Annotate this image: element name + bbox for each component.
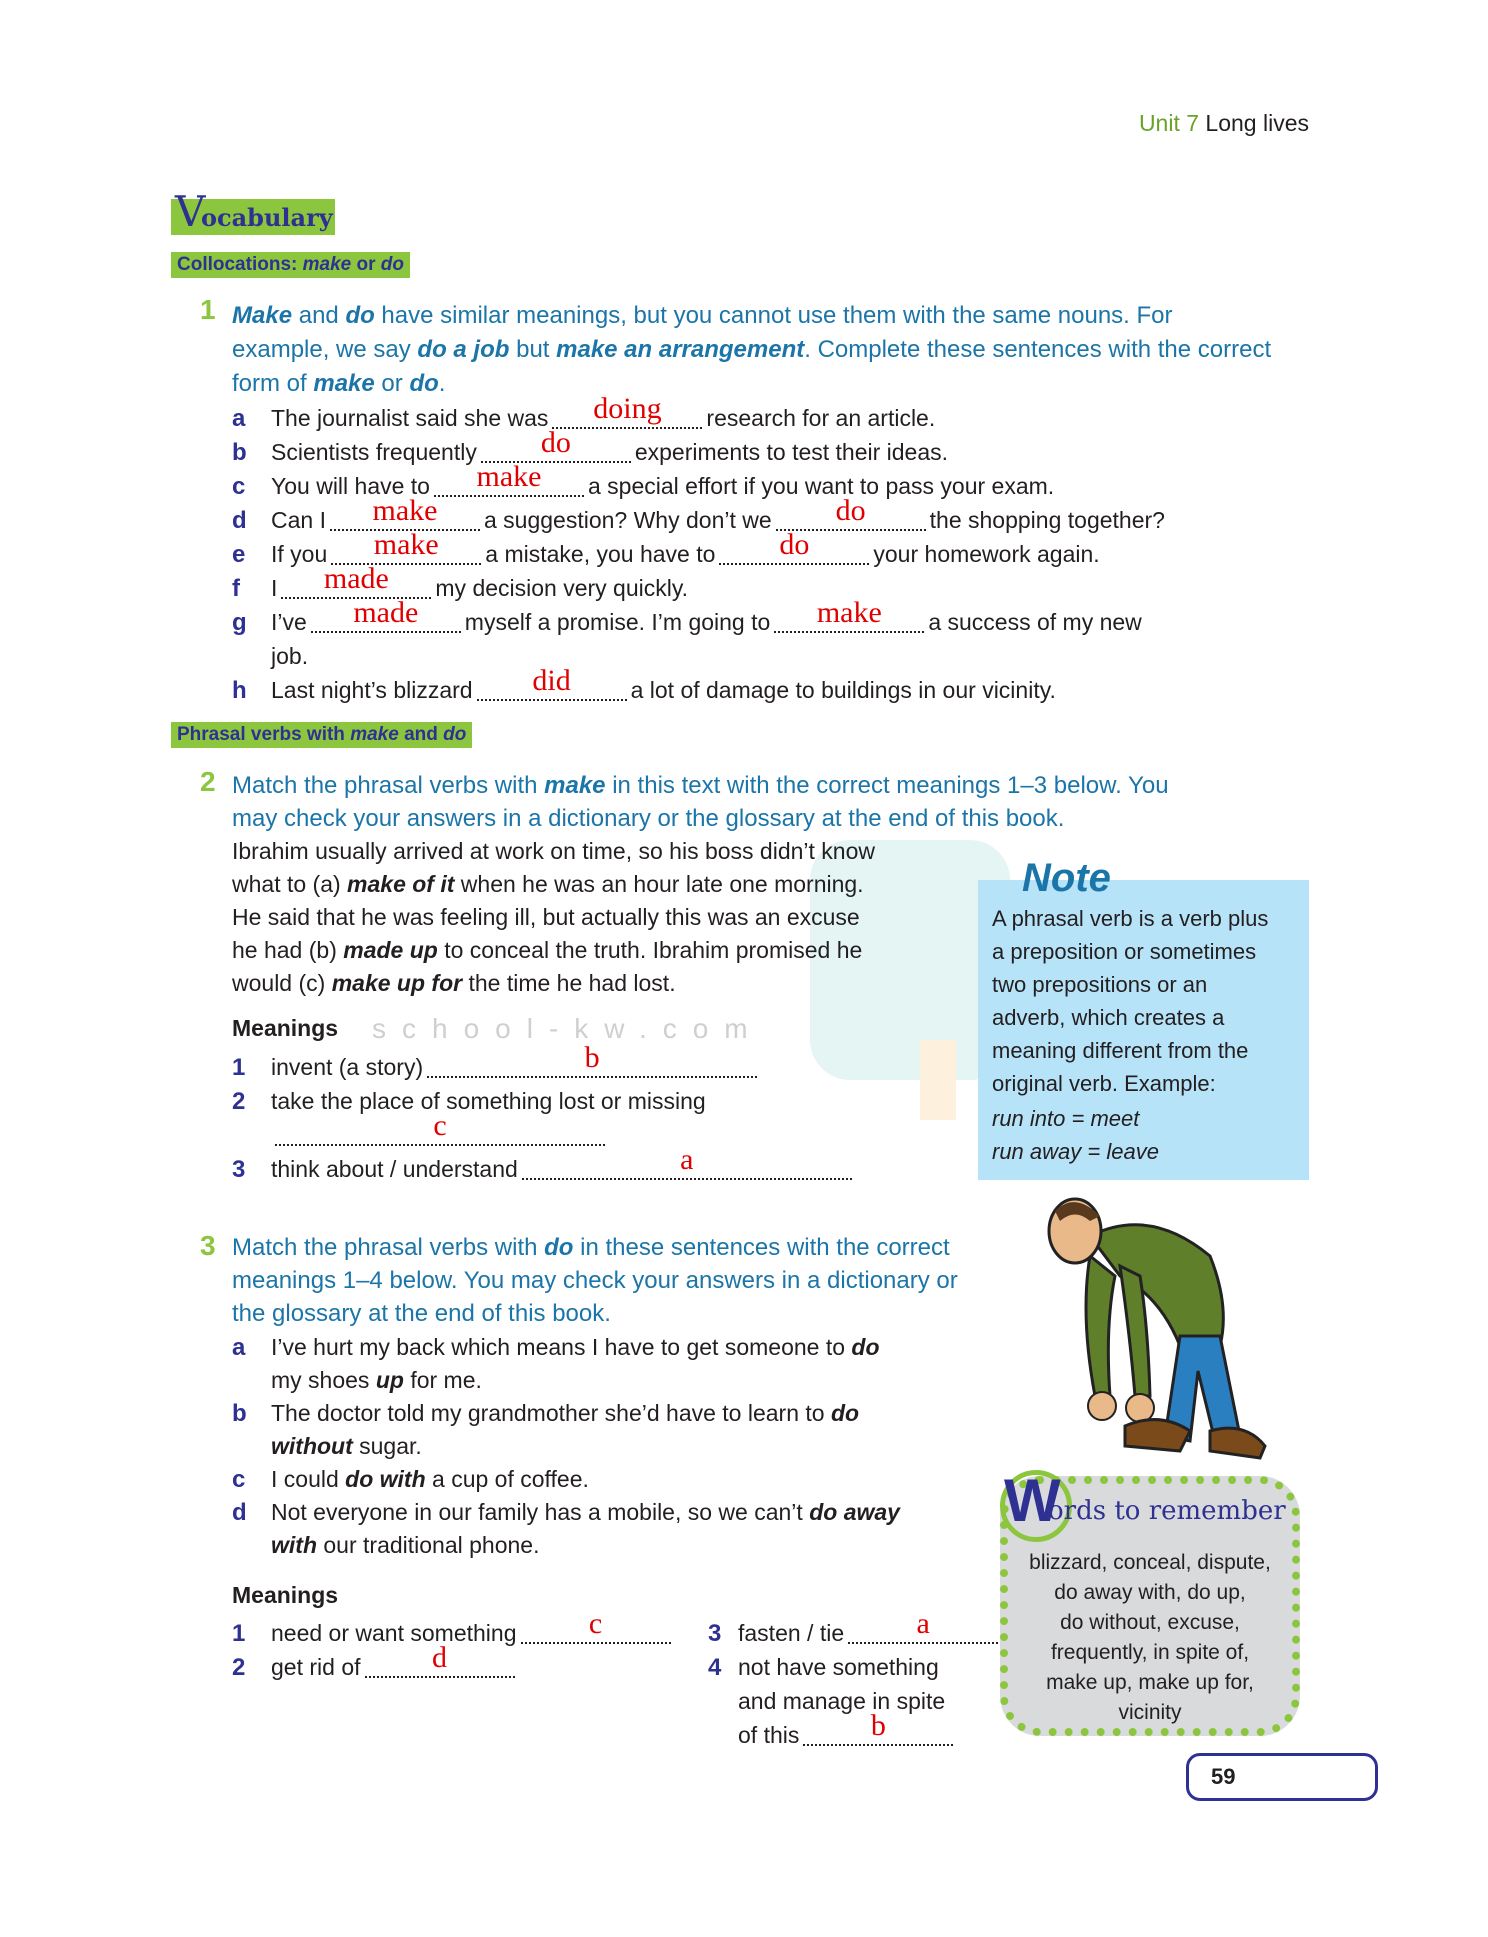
- answer-blank: [848, 1607, 998, 1644]
- emphasis-text: do a job: [417, 336, 510, 363]
- text-segment: your homework again.: [873, 541, 1100, 567]
- text-segment: The doctor told my grandmother she’d have to learn to: [271, 1400, 831, 1426]
- subheading-em: do: [443, 724, 467, 745]
- text-line: [271, 1466, 589, 1493]
- text-segment: Match the phrasal verbs with: [232, 772, 545, 799]
- meaning-number: 2: [232, 1654, 246, 1681]
- text-segment: experiments to test their ideas.: [634, 439, 949, 465]
- words-to-remember-box: [1000, 1467, 1300, 1736]
- text-line: [271, 426, 949, 466]
- item-label: d: [232, 507, 247, 534]
- text-segment: take the place of something lost or missing: [271, 1088, 706, 1114]
- text-line: [271, 1088, 706, 1115]
- text-segment: If you: [271, 541, 328, 567]
- emphasis-text: without: [271, 1433, 353, 1459]
- text-segment: sugar.: [352, 1433, 422, 1459]
- text-segment: to conceal the truth. Ibrahim promised he: [437, 937, 863, 963]
- words-initial: W: [1004, 1467, 1061, 1534]
- subheading-text: Phrasal verbs with: [177, 724, 351, 745]
- handwritten-answer: make: [816, 596, 882, 629]
- text-line: [232, 1234, 950, 1262]
- text-segment: the time he had lost.: [462, 970, 676, 996]
- text-line: [271, 1433, 422, 1460]
- note-text: A phrasal verb is a verb plus: [992, 906, 1269, 931]
- exercise-3-icon: [170, 1224, 218, 1281]
- handwritten-answer: do: [540, 426, 571, 459]
- heading-initial: V: [175, 187, 206, 236]
- subheading-collocations: [171, 252, 410, 278]
- text-segment: our traditional phone.: [317, 1532, 540, 1558]
- item-label: c: [232, 473, 246, 500]
- answer-blank: [275, 1109, 605, 1146]
- text-segment: I’ve hurt my back which means I have to get someone to: [271, 1334, 852, 1360]
- handwritten-answer: make: [373, 528, 439, 561]
- text-line: [738, 1688, 945, 1715]
- text-line: [271, 1641, 519, 1681]
- item-label: a: [232, 405, 246, 432]
- text-segment: the glossary at the end of this book.: [232, 1300, 611, 1327]
- emphasis-text: do: [544, 1234, 574, 1261]
- emphasis-text: Make: [232, 302, 293, 329]
- text-line: [232, 970, 676, 997]
- handwritten-answer: d: [432, 1641, 447, 1674]
- text-segment: research for an article.: [706, 405, 936, 431]
- meaning-number: 4: [708, 1654, 722, 1681]
- text-segment: meanings 1–4 below. You may check your answers in a dictionary or: [232, 1267, 958, 1294]
- item-label: a: [232, 1334, 246, 1361]
- text-line: [271, 1532, 540, 1559]
- watermark-bookmark: [920, 1040, 956, 1120]
- unit-header: [1139, 110, 1309, 137]
- text-segment: get rid of: [271, 1654, 361, 1680]
- answer-blank: [522, 1143, 852, 1180]
- page-number-box: [1186, 1753, 1378, 1801]
- item-label: e: [232, 541, 246, 568]
- answer-blank: [365, 1641, 515, 1678]
- text-segment: in these sentences with the correct: [573, 1234, 950, 1261]
- text-segment: he had (b): [232, 937, 344, 963]
- item-label: c: [232, 1466, 246, 1493]
- emphasis-text: do: [409, 370, 439, 397]
- text-line: [232, 871, 864, 898]
- text-line: [232, 1300, 611, 1328]
- text-line: [271, 392, 936, 432]
- handwritten-answer: a: [680, 1143, 694, 1176]
- text-segment: in this text with the correct meanings 1–3 below. You: [605, 772, 1169, 799]
- text-segment: my shoes: [271, 1367, 376, 1393]
- text-segment: form of: [232, 370, 314, 397]
- handwritten-answer: a: [916, 1607, 930, 1640]
- emphasis-text: do: [345, 302, 375, 329]
- subheading-em: make: [350, 724, 399, 745]
- subheading-em: make: [302, 254, 352, 275]
- text-line: [271, 562, 689, 602]
- text-segment: Can I: [271, 507, 326, 533]
- text-line: [232, 805, 1064, 833]
- text-segment: what to (a): [232, 871, 348, 897]
- note-example: run away = leave: [992, 1139, 1159, 1164]
- handwritten-answer: do: [779, 528, 810, 561]
- meaning-number: 1: [232, 1054, 246, 1081]
- word-list-line: vicinity: [1118, 1701, 1182, 1724]
- page-number: 59: [1211, 1764, 1236, 1789]
- item-label: h: [232, 677, 247, 704]
- text-segment: . Complete these sentences with the correct: [804, 336, 1272, 363]
- handwritten-answer: b: [584, 1041, 600, 1074]
- text-segment: need or want something: [271, 1620, 517, 1646]
- text-line: [271, 1607, 675, 1647]
- text-segment: He said that he was feeling ill, but actually this was an excuse: [232, 904, 860, 930]
- text-line: [271, 1334, 880, 1361]
- emphasis-text: do with: [345, 1466, 426, 1492]
- note-text: a preposition or sometimes: [992, 939, 1257, 964]
- text-line: [271, 643, 308, 670]
- item-label: b: [232, 1400, 247, 1427]
- item-label: d: [232, 1499, 247, 1526]
- text-segment: but: [509, 336, 557, 363]
- answer-blank: [803, 1709, 953, 1746]
- text-line: [232, 1267, 958, 1295]
- text-segment: for me.: [403, 1367, 482, 1393]
- answer-blank: [477, 664, 627, 701]
- text-line: [271, 1367, 482, 1394]
- note-text: two prepositions or an: [992, 972, 1208, 997]
- exercise-number: 1: [200, 294, 216, 325]
- note-text: meaning different from the: [992, 1038, 1249, 1063]
- text-segment: Last night’s blizzard: [271, 677, 473, 703]
- text-segment: example, we say: [232, 336, 418, 363]
- emphasis-text: do away: [809, 1499, 900, 1525]
- note-box: [978, 880, 1309, 1180]
- emphasis-text: make: [313, 370, 375, 397]
- text-line: [232, 904, 860, 931]
- text-segment: a special effort if you want to pass your exam.: [587, 473, 1055, 499]
- text-line: [232, 937, 862, 964]
- text-segment: .: [438, 370, 446, 397]
- emphasis-text: make: [544, 772, 606, 799]
- text-line: [271, 1143, 856, 1183]
- answer-blank: [774, 596, 924, 633]
- text-segment: my decision very quickly.: [435, 575, 689, 601]
- answer-blank: [427, 1041, 757, 1078]
- text-segment: have similar meanings, but you cannot use them with the same nouns. For: [374, 302, 1173, 329]
- text-segment: a mistake, you have to: [485, 541, 716, 567]
- text-line: [271, 1400, 859, 1427]
- emphasis-text: made up: [343, 937, 438, 963]
- answer-blank: [719, 528, 869, 565]
- text-line: [271, 1499, 900, 1526]
- emphasis-text: do: [851, 1334, 880, 1360]
- exercise-2-icon: [170, 760, 218, 817]
- exercise-number: 3: [200, 1230, 216, 1261]
- text-segment: Match the phrasal verbs with: [232, 1234, 545, 1261]
- text-segment: I: [271, 575, 278, 601]
- text-line: [271, 1041, 761, 1081]
- text-line: [232, 838, 875, 865]
- text-line: [232, 336, 1271, 364]
- text-segment: not have something: [738, 1654, 939, 1680]
- meaning-number: 3: [708, 1620, 722, 1647]
- words-title: ords to remember: [1048, 1496, 1286, 1526]
- meaning-number: 1: [232, 1620, 246, 1647]
- text-line: [271, 664, 1056, 704]
- text-segment: the shopping together?: [929, 507, 1165, 533]
- text-segment: Scientists frequently: [271, 439, 477, 465]
- subheading-text: or: [351, 254, 381, 275]
- exercise-number: 2: [200, 766, 216, 797]
- handwritten-answer: made: [323, 562, 389, 595]
- text-line: [271, 528, 1100, 568]
- text-segment: You will have to: [271, 473, 430, 499]
- text-segment: a suggestion? Why don’t we: [483, 507, 772, 533]
- item-label: f: [232, 575, 240, 602]
- text-line: [232, 302, 1173, 330]
- handwritten-answer: c: [433, 1109, 447, 1142]
- handwritten-answer: did: [532, 664, 571, 697]
- watermark-text: school-kw.com: [372, 1013, 764, 1044]
- unit-title: Long lives: [1205, 110, 1309, 136]
- text-segment: Ibrahim usually arrived at work on time, so his boss didn’t know: [232, 838, 876, 864]
- handwritten-answer: make: [372, 494, 438, 527]
- word-list-line: do without, excuse,: [1060, 1611, 1240, 1634]
- subheading-em: do: [380, 254, 405, 275]
- item-label: g: [232, 609, 247, 636]
- text-line: [738, 1654, 939, 1681]
- text-segment: of this: [738, 1722, 800, 1748]
- item-label: b: [232, 439, 247, 466]
- text-line: [738, 1607, 1002, 1647]
- emphasis-text: with: [271, 1532, 317, 1558]
- answer-blank: [311, 596, 461, 633]
- word-list-line: make up, make up for,: [1046, 1671, 1254, 1694]
- emphasis-text: make up for: [331, 970, 463, 996]
- text-line: [738, 1709, 957, 1749]
- answer-blank: [434, 460, 584, 497]
- section-heading-vocabulary: [171, 187, 335, 236]
- meaning-number: 3: [232, 1156, 246, 1183]
- text-segment: a cup of coffee.: [425, 1466, 589, 1492]
- text-segment: when he was an hour late one morning.: [454, 871, 864, 897]
- text-segment: a success of my new: [928, 609, 1142, 635]
- heading-rest: ocabulary: [201, 203, 333, 232]
- text-segment: invent (a story): [271, 1054, 424, 1080]
- answer-blank: [521, 1607, 671, 1644]
- word-list-line: blizzard, conceal, dispute,: [1029, 1551, 1271, 1574]
- text-segment: The journalist said she was: [271, 405, 549, 431]
- man-bending-illustration: [1030, 1196, 1270, 1466]
- exercise-1-icon: [170, 288, 218, 345]
- handwritten-answer: make: [476, 460, 542, 493]
- text-line: [271, 596, 1142, 636]
- text-segment: Not everyone in our family has a mobile, so we can’t: [271, 1499, 810, 1525]
- note-title: Note: [1022, 856, 1111, 900]
- text-segment: or: [374, 370, 410, 397]
- text-segment: and: [292, 302, 346, 329]
- meaning-number: 2: [232, 1088, 246, 1115]
- note-text: original verb. Example:: [992, 1071, 1216, 1096]
- emphasis-text: up: [375, 1367, 404, 1393]
- text-segment: job.: [271, 643, 309, 669]
- subheading-text: Collocations:: [177, 254, 303, 275]
- text-line: [232, 370, 445, 398]
- emphasis-text: make of it: [347, 871, 455, 897]
- text-segment: I’ve: [271, 609, 307, 635]
- text-segment: myself a promise. I’m going to: [464, 609, 771, 635]
- text-segment: fasten / tie: [738, 1620, 845, 1646]
- meanings-title: Meanings: [232, 1582, 339, 1608]
- handwritten-answer: made: [353, 596, 419, 629]
- text-segment: a lot of damage to buildings in our vicinity.: [630, 677, 1056, 703]
- unit-number: Unit 7: [1138, 110, 1200, 136]
- subheading-text: and: [398, 724, 444, 745]
- text-line: [271, 1109, 609, 1149]
- handwritten-answer: doing: [593, 392, 662, 425]
- handwritten-answer: b: [870, 1709, 886, 1742]
- meanings-title: Meanings: [232, 1015, 339, 1041]
- text-segment: may check your answers in a dictionary or the glossary at the end of this book.: [232, 805, 1065, 832]
- handwritten-answer: do: [835, 494, 866, 527]
- note-text: adverb, which creates a: [992, 1005, 1225, 1030]
- text-segment: would (c): [232, 970, 332, 996]
- emphasis-text: make an arrangement: [556, 336, 805, 363]
- word-list-line: frequently, in spite of,: [1050, 1641, 1250, 1664]
- subheading-phrasal-verbs: [171, 722, 472, 748]
- emphasis-text: do: [830, 1400, 860, 1426]
- text-segment: I could: [271, 1466, 346, 1492]
- note-example: run into = meet: [992, 1106, 1140, 1131]
- text-line: [232, 772, 1169, 800]
- text-segment: and manage in spite: [738, 1688, 946, 1714]
- word-list-line: do away with, do up,: [1054, 1581, 1246, 1604]
- text-segment: think about / understand: [271, 1156, 518, 1182]
- handwritten-answer: c: [588, 1607, 603, 1640]
- answer-blank: [552, 392, 702, 429]
